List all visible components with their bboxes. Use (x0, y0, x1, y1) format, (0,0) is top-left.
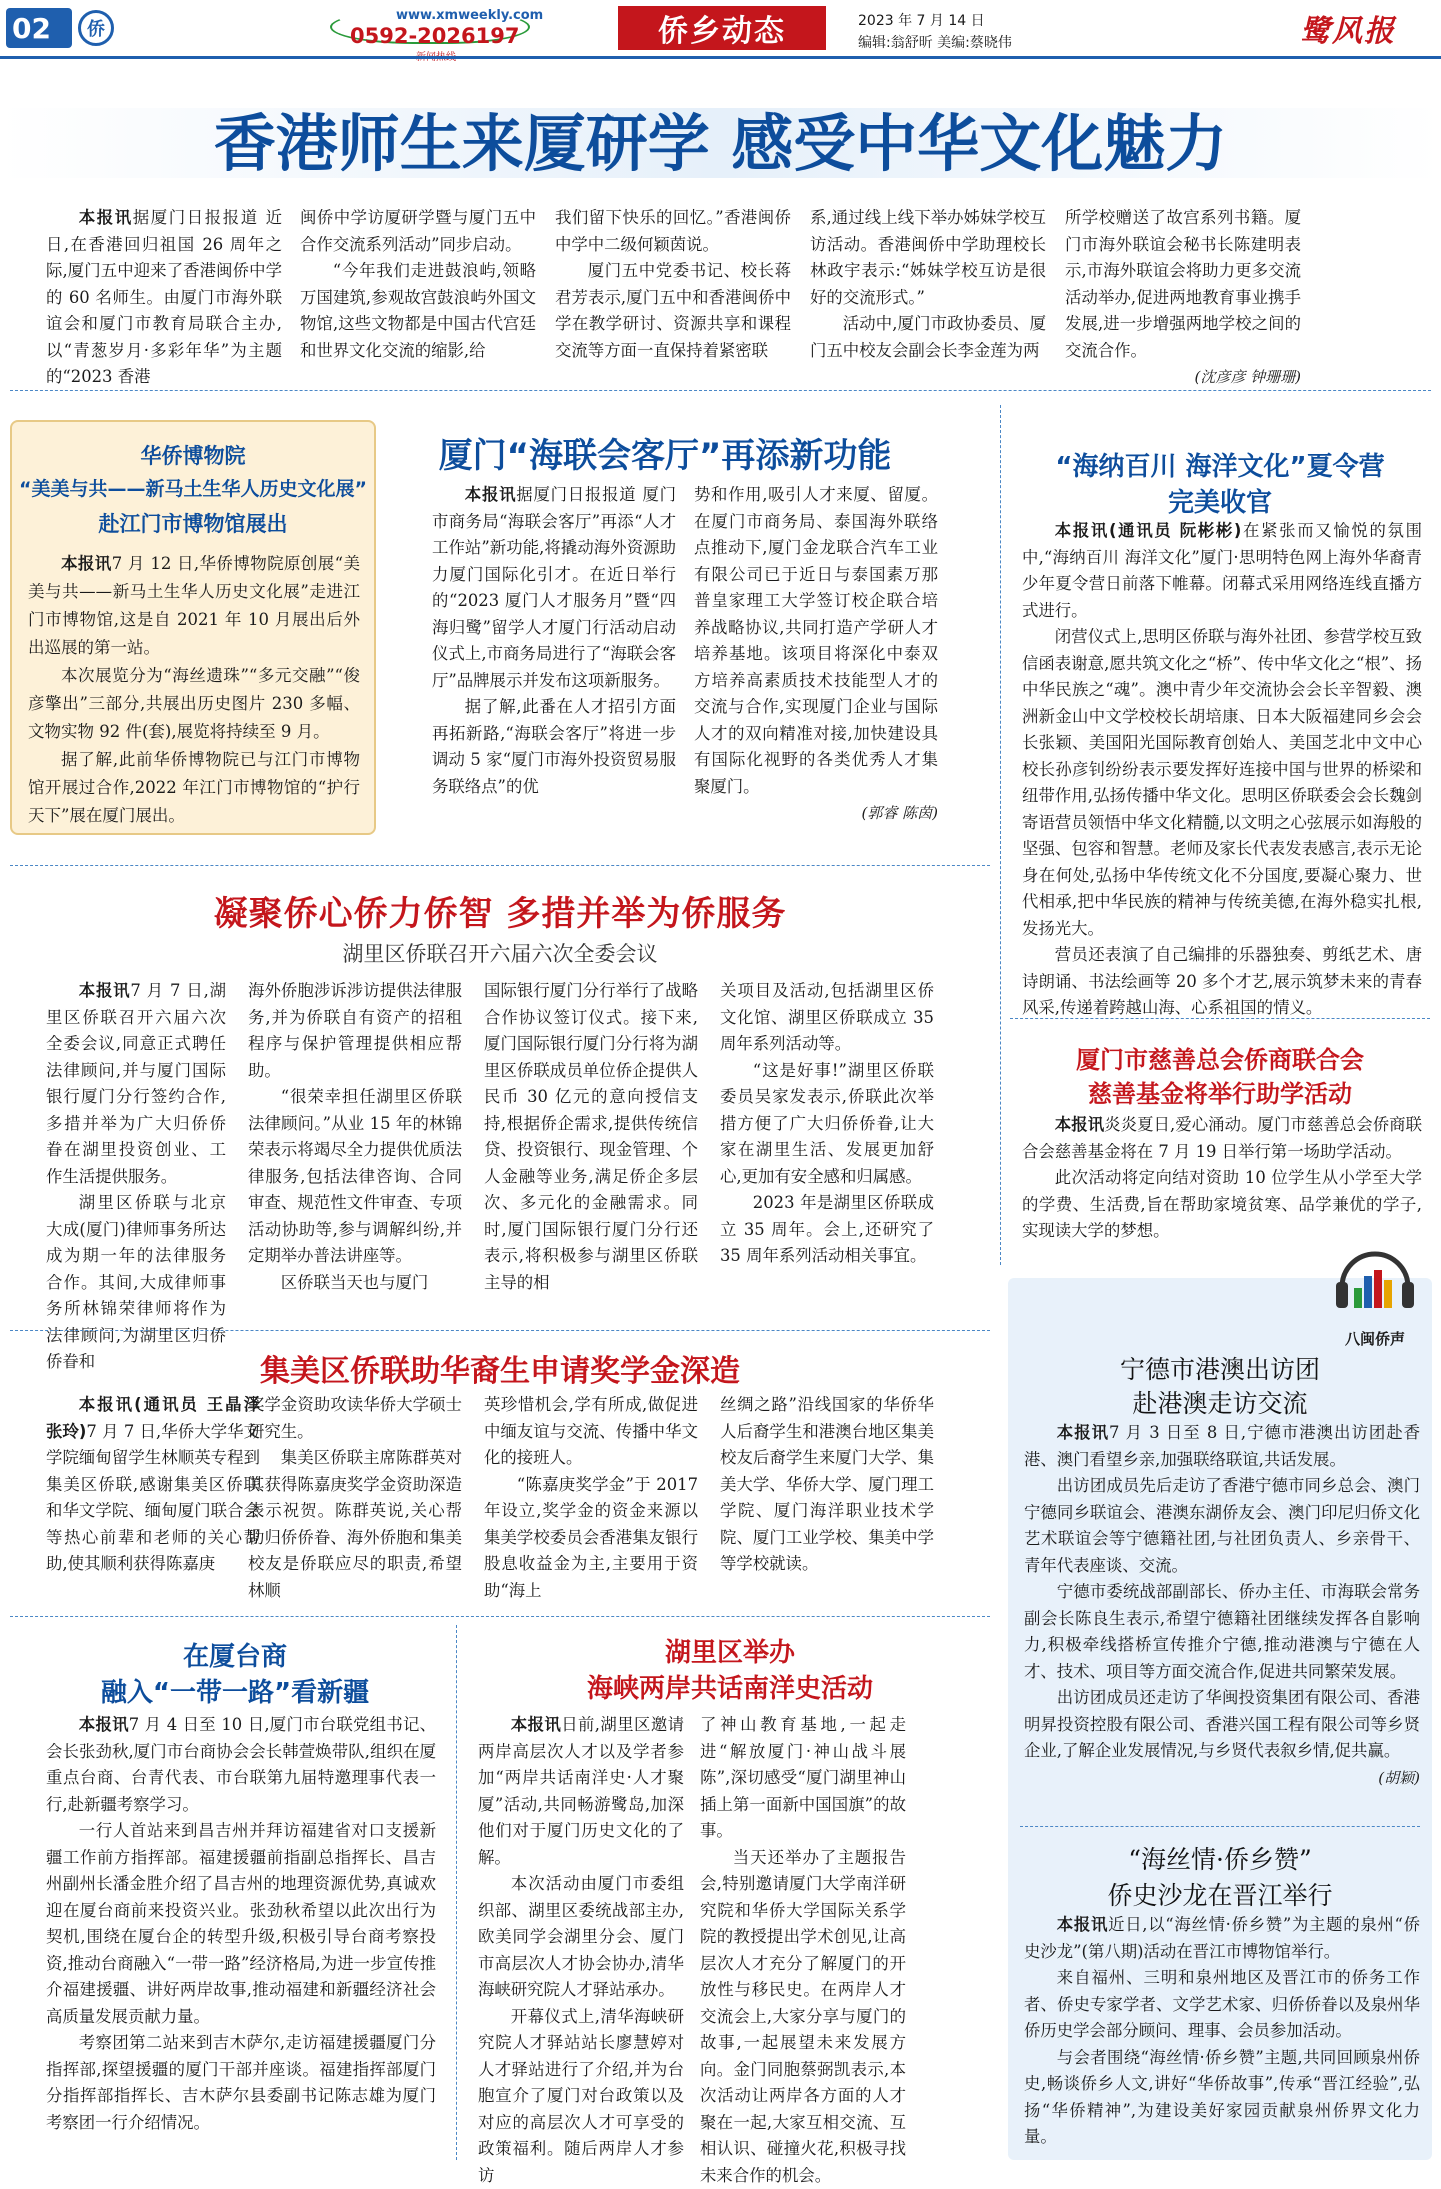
salon-title-2: 侨史沙龙在晋江举行 (1010, 1876, 1430, 1912)
huli-col-3 (484, 978, 698, 1318)
ningde-p4: 出访团成员还走访了华闽投资集团有限公司、香港明昇投资控股有限公司、香港兴国工程有限公司等乡贤企业,了解企业发展情况,与乡贤代表叙乡情,促共赢。 (1024, 1685, 1420, 1765)
main-col-4b: 活动中,厦门市政协委员、厦门五中校友会副会长李金莲为两 (810, 311, 1046, 364)
huli-top-rule (10, 865, 990, 866)
charity-top-rule (1010, 1018, 1430, 1019)
charity-p1: 炎炎夏日,爱心涌动。厦门市慈善总会侨商联合会慈善基金将在 7 月 19 日举行第一场助学活动。 (1022, 1115, 1422, 1161)
camp-body (1022, 518, 1422, 1012)
taishang-title-2: 融入“一带一路”看新疆 (20, 1672, 450, 1709)
charity-lead: 本报讯 (1055, 1115, 1104, 1134)
salon-p1: 近日,以“海丝情·侨乡赞”为主题的泉州“侨史沙龙”(第八期)活动在晋江市博物馆举行。 (1024, 1915, 1420, 1961)
huli-col-2 (248, 978, 462, 1318)
salon-body (1024, 1912, 1420, 2158)
jimei-col-2a: 奖学金资助攻读华侨大学硕士研究生。 (248, 1392, 462, 1445)
hailian-lead: 本报讯 (465, 485, 517, 504)
huli-col-3-text: 国际银行厦门分行举行了战略合作协议签订仪式。接下来,厦门国际银行厦门分行将为湖里区侨联成员单位侨企提供人民币 30 亿元的意向授信支持,根据侨企需求,提供传统信贷、投资银行、现金管理、个人金融等业务,满足侨企多层次、多元化的金融需求。同时,厦门国际银行厦门分行还表示,将积极参与湖里区侨联主导的相 (484, 978, 698, 1296)
jimei-col-2b: 集美区侨联主席陈群英对其获得陈嘉庚奖学金资助深造表示祝贺。陈群英说,关心帮助归侨侨眷、海外侨胞和集美校友是侨联应尽的职责,希望林顺 (248, 1445, 462, 1604)
issue-date: 2023 年 7 月 14 日 (858, 10, 985, 30)
ningde-p1: 7 月 3 日至 8 日,宁德市港澳出访团赴香港、澳门看望乡亲,加强联络联谊,共话发展。 (1024, 1423, 1420, 1469)
salon-title-1: “海丝情·侨乡赞” (1010, 1840, 1430, 1876)
main-col-5-text: 所学校赠送了故宫系列书籍。厦门市海外联谊会秘书长陈建明表示,市海外联谊会将助力更多交流活动举办,促进两地教育事业携手发展,进一步增强两地学校之间的交流合作。 (1065, 205, 1301, 364)
main-col-4 (810, 205, 1046, 370)
camp-p1: 在紧张而又愉悦的氛围中,“海纳百川 海洋文化”厦门·思明特色网上海外华裔青少年夏令营日前落下帷幕。闭幕式采用网络连线直播方式进行。 (1022, 521, 1422, 620)
main-col-4a: 系,通过线上线下举办姊妹学校互访活动。香港闽侨中学助理校长林政宇表示:“姊妹学校互访是很好的交流形式。” (810, 205, 1046, 311)
jimei-col-3a: 英珍惜机会,学有所成,做促进中缅友谊与交流、传播中华文化的接班人。 (484, 1392, 698, 1472)
headphones-svg (1330, 1232, 1420, 1322)
charity-p2: 此次活动将定向结对资助 10 位学生从小学至大学的学费、生活费,旨在帮助家境贫寒、品学兼优的学子,实现读大学的梦想。 (1022, 1165, 1422, 1245)
hailian-col-1a: 据厦门日报报道 厦门市商务局“海联会客厅”再添“人才工作站”新功能,将撬动海外资源助力厦门国际化引才。在近日举行的“2023 厦门人才服务月”暨“四海归鹭”留学人才厦门行活动启动仪式上,市商务局进行了“海联会客厅”品牌展示并发布这项新服务。 (432, 485, 676, 690)
huli-subtitle: 湖里区侨联召开六届六次全委会议 (20, 938, 980, 968)
ningde-column-label: 八闽侨声 (1345, 1328, 1405, 1349)
huli-col-1 (46, 978, 226, 1318)
main-lead: 本报讯 (79, 208, 133, 227)
nanyang-col-1c: 开幕仪式上,清华海峡研究院人才驿站站长廖慧婷对人才驿站进行了介绍,并为台胞宣介了厦门对台政策以及对应的高层次人才可享受的政策福利。随后两岸人才参访 (478, 2004, 684, 2189)
page-number-badge (6, 8, 72, 48)
hailian-byline: (郭睿 陈茵) (694, 800, 938, 827)
huli-col-4a: 关项目及活动,包括湖里区侨文化馆、湖里区侨联成立 35 周年系列活动等。 (720, 978, 934, 1058)
camp-p2: 闭营仪式上,思明区侨联与海外社团、参营学校互致信函表谢意,愿共筑文化之“桥”、传中华文化之“根”、扬中华民族之“魂”。澳中青少年交流协会会长辛智毅、澳洲新金山中文学校校长胡培康、日本大阪福建同乡会会长张颖、美国阳光国际教育创始人、美国芝北中文中心校长孙彦钊纷纷表示要发挥好连接中国与世界的桥梁和纽带作用,弘扬传播中华文化。思明区侨联委会会长魏剑寄语营员领悟中华文化精髓,以文明之心弦展示如海般的坚强、包容和智慧。老师及家长代表发表感言,表示无论身在何处,弘扬中华传统文化不分国度,要凝心聚力、世代相承,把中华民族的精神与传统美德,在海外稳实扎根,发扬光大。 (1022, 624, 1422, 942)
hotline-block (330, 6, 540, 56)
nanyang-col-2 (700, 1712, 906, 2160)
hailian-col-2 (694, 482, 938, 852)
jimei-bottom-rule (10, 1616, 990, 1617)
taishang-title-1: 在厦台商 (20, 1636, 450, 1673)
jimei-col-3 (484, 1392, 698, 1608)
nanyang-title-2: 海峡两岸共话南洋史活动 (470, 1668, 990, 1705)
nanyang-col-1b: 本次活动由厦门市委组织部、湖里区委统战部主办,欧美同学会湖里分会、厦门市高层次人才协会协办,清华海峡研究院人才驿站承办。 (478, 1871, 684, 2004)
jimei-col-3b: “陈嘉庚奖学金”于 2017 年设立,奖学金的资金来源以集美学校委员会香港集友银行股息收益金为主,主要用于资助“海上 (484, 1472, 698, 1605)
camp-title-1: “海纳百川 海洋文化”夏令营 (1010, 446, 1430, 483)
main-headline: 香港师生来厦研学 感受中华文化魅力 (0, 108, 1441, 180)
salon-p2: 来自福州、三明和泉州地区及晋江市的侨务工作者、侨史专家学者、文学艺术家、归侨侨眷以及泉州华侨历史学会部分顾问、理事、会员参加活动。 (1024, 1965, 1420, 2045)
masthead-rule (0, 56, 1441, 59)
nanyang-col-1 (478, 1712, 684, 2160)
hailian-col-2-text: 势和作用,吸引人才来厦、留厦。在厦门市商务局、泰国海外联络点推动下,厦门金龙联合汽车工业有限公司已于近日与泰国素万那普皇家理工大学签订校企联合培养战略协议,共同打造产学研人才培养基地。该项目将深化中泰双方培养高素质技术技能型人才的交流与合作,实现厦门企业与国际人才的双向精准对接,加快建设具有国际化视野的各类优秀人才集聚厦门。 (694, 482, 938, 800)
charity-title-1: 厦门市慈善总会侨商联合会 (1010, 1040, 1430, 1075)
nanyang-col-1a: 日前,湖里区邀请两岸高层次人才以及学者参加“两岸共话南洋史·人才聚厦”活动,共同畅游鹭岛,加深他们对于厦门历史文化的了解。 (478, 1715, 684, 1867)
page-seal-text: 侨 (87, 15, 105, 41)
museum-p3: 据了解,此前华侨博物院已与江门市博物馆开展过合作,2022 年江门市博物馆的“护行天下”展在厦门展出。 (28, 746, 360, 830)
camp-title-2: 完美收官 (1010, 482, 1430, 519)
huli-col-2c: 区侨联当天也与厦门 (248, 1270, 462, 1297)
taishang-p1: 7 月 4 日至 10 日,厦门市台联党组书记、会长张劲秋,厦门市台商协会会长韩萱焕带队,组织在厦重点台商、台青代表、市台联第九届特邀理事代表一行,赴新疆考察学习。 (46, 1715, 436, 1814)
main-col-5 (1065, 205, 1301, 370)
jimei-lead: 本报讯(通讯员 王晶泽 张玲) (46, 1395, 260, 1441)
huli-col-4c: 2023 年是湖里区侨联成立 35 周年。会上,还研究了 35 周年系列活动相关事宜。 (720, 1190, 934, 1270)
section-title: 侨乡动态 (658, 6, 786, 50)
paper-name-logo: 鹭风报 (1300, 6, 1396, 50)
huli-col-4 (720, 978, 934, 1318)
jimei-top-rule (10, 1330, 990, 1331)
main-bottom-rule (10, 390, 1431, 391)
ningde-byline: (胡颖) (1024, 1765, 1420, 1792)
main-col-1-text: 据厦门日报报道 近日,在香港回归祖国 26 周年之际,厦门五中迎来了香港闽侨中学的 60 名师生。由厦门市海外联谊会和厦门市教育局联合主办,以“青葱岁月·多彩年华”为主题的“2023 香港 (46, 208, 282, 386)
main-col-2a: 闽侨中学访厦研学暨与厦门五中合作交流系列活动”同步启动。 (300, 205, 536, 258)
headphones-icon (1330, 1232, 1420, 1322)
main-col-2b: “今年我们走进鼓浪屿,领略万国建筑,参观故宫鼓浪屿外国文物馆,这些文物都是中国古代宫廷和世界文化交流的缩影,给 (300, 258, 536, 364)
editor-credits: 编辑:翁舒昕 美编:蔡晓伟 (858, 32, 1012, 52)
main-col-3b: 厦门五中党委书记、校长蒋君芳表示,厦门五中和香港闽侨中学在教学研讨、资源共享和课程交流等方面一直保持着紧密联 (555, 258, 791, 364)
museum-title-1: 华侨博物院 (10, 440, 376, 470)
ningde-p3: 宁德市委统战部副部长、侨办主任、市海联会常务副会长陈良生表示,希望宁德籍社团继续发挥各自影响力,积极牵线搭桥宣传推介宁德,推动港澳与宁德在人才、技术、项目等方面交流合作,促进共同繁荣发展。 (1024, 1579, 1420, 1685)
taishang-p2: 一行人首站来到昌吉州并拜访福建省对口支援新疆工作前方指挥部。福建援疆前指副总指挥长、昌吉州副州长潘金胜介绍了昌吉州的地理资源优势,真诚欢迎在厦台商前来投资兴业。张劲秋希望以此次出行为契机,围绕在厦台企的转型升级,积极引导台商考察投资,推动台商融入“一带一路”经济格局,为进一步宣传推介福建援疆、讲好两岸故事,推动福建和新疆经济社会高质量发展贡献力量。 (46, 1818, 436, 2030)
taishang-body (46, 1712, 436, 2160)
jimei-col-4 (720, 1392, 934, 1608)
main-byline: (沈彦彦 钟珊珊) (1065, 364, 1301, 391)
ningde-body (1024, 1420, 1420, 1818)
hotline-number: 0592-2026197 (350, 24, 519, 48)
hailian-col-1 (432, 482, 676, 852)
main-col-3 (555, 205, 791, 370)
huli-col-4b: “这是好事!”湖里区侨联委员吴家发表示,侨联此次举措方便了广大归侨侨眷,让大家在湖里生活、发展更加舒心,更加有安全感和归属感。 (720, 1058, 934, 1191)
nanyang-col-2a: 了神山教育基地,一起走进“解放厦门·神山战斗展陈”,深切感受“厦门湖里神山插上第一面新中国国旗”的故事。 (700, 1712, 906, 1845)
nanyang-col-2b: 当天还举办了主题报告会,特别邀请厦门大学南洋研究院和华侨大学国际关系学院的教授提出学术创见,让高层次人才充分了解厦门的开放性与移民史。在两岸人才交流会上,大家分享与厦门的故事,一起展望未来发展方向。金门同胞蔡弼凯表示,本次活动让两岸各方面的人才聚在一起,大家互相交流、互相认识、碰撞火花,积极寻找未来合作的机会。 (700, 1845, 906, 2189)
museum-title-2: “美美与共——新马土生华人历史文化展” (10, 474, 376, 501)
main-col-3a: 我们留下快乐的回忆。”香港闽侨中学中二级何颖茵说。 (555, 205, 791, 258)
ningde-lead: 本报讯 (1057, 1423, 1109, 1442)
main-col-1 (46, 205, 282, 370)
masthead (0, 0, 1441, 60)
salon-lead: 本报讯 (1057, 1915, 1108, 1934)
museum-p1: 7 月 12 日,华侨博物院原创展“美美与共——新马土生华人历史文化展”走进江门市博物馆,这是自 2021 年 10 月展出后外出巡展的第一站。 (28, 554, 360, 657)
jimei-col-4-text: 丝绸之路”沿线国家的华侨华人后裔学生和港澳台地区集美校友后裔学生来厦门大学、集美大学、华侨大学、厦门理工学院、厦门海洋职业技术学院、厦门工业学校、集美中学等学校就读。 (720, 1392, 934, 1578)
jimei-headline: 集美区侨联助华裔生申请奖学金深造 (20, 1346, 980, 1390)
huli-headline: 凝聚侨心侨力侨智 多措并举为侨服务 (20, 886, 980, 935)
huli-lead: 本报讯 (79, 981, 131, 1000)
nanyang-lead: 本报讯 (511, 1715, 561, 1734)
camp-lead: 本报讯(通讯员 阮彬彬) (1055, 521, 1242, 540)
huli-col-1a: 7 月 7 日,湖里区侨联召开六届六次全委会议,同意正式聘任法律顾问,并与厦门国际银行厦门分行签约合作,多措并举为广大归侨侨眷在湖里投资创业、工作生活提供服务。 (46, 981, 226, 1186)
section-title-banner (618, 6, 826, 50)
jimei-col-1 (46, 1392, 260, 1608)
jimei-col-2 (248, 1392, 462, 1608)
ningde-title-2: 赴港澳走访交流 (1010, 1384, 1430, 1420)
camp-p3: 营员还表演了自己编排的乐器独奏、剪纸艺术、唐诗朗诵、书法绘画等 20 多个才艺,展示筑梦未来的青春风采,传递着跨越山海、心系祖国的情义。 (1022, 942, 1422, 1022)
website-url: www.xmweekly.com (396, 8, 543, 23)
nanyang-title-1: 湖里区举办 (470, 1632, 990, 1669)
museum-p2: 本次展览分为“海丝遗珠”“多元交融”“俊彦擎出”三部分,共展出历史图片 230 多幅、文物实物 92 件(套),展览将持续至 9 月。 (28, 662, 360, 746)
charity-title-2: 慈善基金将举行助学活动 (1010, 1074, 1430, 1109)
huli-col-1b: 湖里区侨联与北京大成(厦门)律师事务所达成为期一年的法律服务合作。其间,大成律师事务所林锦荣律师将作为法律顾问,为湖里区归侨侨眷和 (46, 1190, 226, 1376)
salon-top-rule (1020, 1826, 1420, 1827)
vertical-rule-bottom (456, 1625, 457, 2160)
salon-p3: 与会者围绕“海丝情·侨乡赞”主题,共同回顾泉州侨史,畅谈侨乡人文,讲好“华侨故事”,传承“晋江经验”,弘扬“华侨精神”,为建设美好家园贡献泉州侨界文化力量。 (1024, 2045, 1420, 2151)
museum-lead: 本报讯 (61, 554, 112, 573)
page-number: 02 (12, 12, 51, 45)
main-col-2 (300, 205, 536, 370)
ningde-title-1: 宁德市港澳出访团 (1010, 1350, 1430, 1386)
huli-col-2a: 海外侨胞涉诉涉访提供法律服务,并为侨联自有资产的招租程序与保护管理提供相应帮助。 (248, 978, 462, 1084)
taishang-p3: 考察团第二站来到吉木萨尔,走访福建援疆厦门分指挥部,探望援疆的厦门干部并座谈。福建指挥部厦门分指挥部指挥长、吉木萨尔县委副书记陈志雄为厦门考察团一行介绍情况。 (46, 2030, 436, 2136)
page-seal-icon (78, 10, 114, 46)
museum-title-3: 赴江门市博物馆展出 (10, 508, 376, 538)
museum-body (28, 550, 360, 835)
huli-col-2b: “很荣幸担任湖里区侨联法律顾问。”从业 15 年的林锦荣表示将竭尽全力提供优质法律服务,包括法律咨询、合同审查、规范性文件审查、专项活动协助等,参与调解纠纷,并定期举办普法讲座等。 (248, 1084, 462, 1270)
ningde-p2: 出访团成员先后走访了香港宁德市同乡总会、澳门宁德同乡联谊会、港澳东湖侨友会、澳门印尼归侨文化艺术联谊会等宁德籍社团,与社团负责人、乡亲骨干、青年代表座谈、交流。 (1024, 1473, 1420, 1579)
taishang-lead: 本报讯 (79, 1715, 129, 1734)
hailian-col-1b: 据了解,此番在人才招引方面再拓新路,“海联会客厅”将进一步调动 5 家“厦门市海外投资贸易服务联络点”的优 (432, 694, 676, 800)
vertical-rule-right (1000, 405, 1001, 1265)
jimei-col-1-text: 7 月 7 日,华侨大学华文学院缅甸留学生林顺英专程到集美区侨联,感谢集美区侨联和华文学院、缅甸厦门联合会等热心前辈和老师的关心帮助,使其顺利获得陈嘉庚 (46, 1422, 260, 1574)
hailian-headline: 厦门“海联会客厅”再添新功能 (390, 428, 940, 477)
